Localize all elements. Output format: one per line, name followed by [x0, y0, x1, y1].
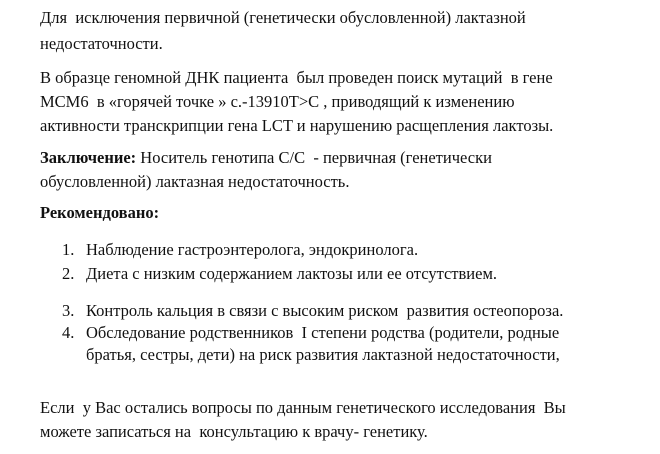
- recommendations-heading: Рекомендовано:: [40, 203, 160, 222]
- list-item-number: 2.: [62, 264, 75, 283]
- footer-line-2: можете записаться на консультацию к врачу- генетику.: [40, 422, 428, 441]
- purpose-line-2: недостаточности.: [40, 34, 163, 53]
- list-item-text: Контроль кальция в связи с высоким риском развития остеопороза.: [86, 301, 564, 320]
- list-item-text: Наблюдение гастроэнтеролога, эндокринолога.: [86, 240, 419, 259]
- list-item-number: 3.: [62, 301, 75, 320]
- conclusion-text: Носитель генотипа C/C - первичная (генетически: [136, 148, 492, 167]
- list-item-text: Диета с низким содержанием лактозы или ее отсутствием.: [86, 264, 498, 283]
- conclusion-line-2: обусловленной) лактазная недостаточность.: [40, 172, 350, 191]
- purpose-line-1: Для исключения первичной (генетически обусловленной) лактазной: [40, 8, 526, 27]
- conclusion-label: Заключение:: [40, 148, 137, 167]
- sample-line-2: MCM6 в «горячей точке » c.-13910T>C , приводящий к изменению: [40, 92, 515, 111]
- list-item-text-continued: братья, сестры, дети) на риск развития лактазной недостаточности,: [86, 345, 560, 364]
- list-item-number: 1.: [62, 240, 75, 259]
- list-item-text: Обследование родственников I степени родства (родители, родные: [86, 323, 560, 342]
- sample-line-1: В образце геномной ДНК пациента был проведен поиск мутаций в гене: [40, 68, 553, 87]
- sample-line-3: активности транскрипции гена LCT и нарушению расщепления лактозы.: [40, 116, 554, 135]
- list-item-number: 4.: [62, 323, 75, 342]
- conclusion-line-1: [40, 148, 492, 168]
- footer-line-1: Если у Вас остались вопросы по данным генетического исследования Вы: [40, 398, 566, 417]
